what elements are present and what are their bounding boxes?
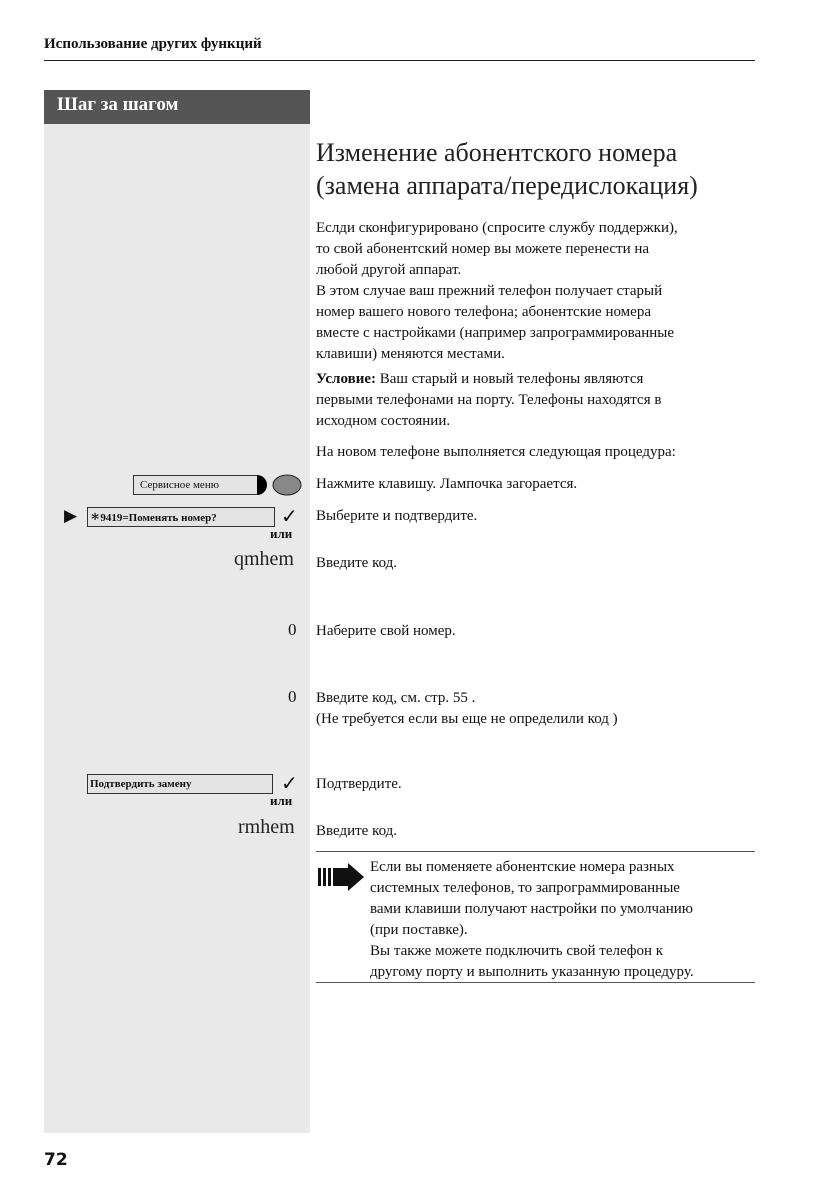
- condition-paragraph: [316, 369, 756, 432]
- code-keypad-entry: qmhem: [234, 548, 294, 570]
- condition-text: Ваш старый и новый телефоны являются: [379, 371, 644, 387]
- keypad-digit-icon: 0: [288, 620, 297, 639]
- or-label: или: [270, 526, 293, 541]
- step-instruction: Введите код, см. стр. 55 .: [316, 690, 476, 706]
- note-top-rule: [316, 851, 755, 852]
- note-bottom-rule: [316, 982, 755, 983]
- condition-line-3: исходном состоянии.: [316, 413, 451, 429]
- procedure-intro: На новом телефоне выполняется следующая процедура:: [316, 444, 676, 460]
- intro-line: вместе с настройками (например запрограммированные: [316, 325, 674, 341]
- step-by-step-title: Шаг за шагом: [57, 94, 179, 115]
- page-title: [316, 136, 698, 202]
- step-instruction: Введите код.: [316, 555, 398, 571]
- intro-line: клавиши) меняются местами.: [316, 346, 505, 362]
- step-instruction: Выберите и подтвердите.: [316, 508, 478, 524]
- key-button-icon: [273, 475, 301, 495]
- section-title: Использование других функций: [44, 36, 262, 52]
- keypad-digit-icon: 0: [288, 687, 297, 706]
- note-line: Если вы поменяете абонентские номера разных: [370, 859, 675, 875]
- checkmark-icon[interactable]: ✓: [281, 773, 298, 795]
- intro-line: В этом случае ваш прежний телефон получает старый: [316, 283, 663, 299]
- step-instruction: Подтвердите.: [316, 776, 402, 792]
- condition-line-2: первыми телефонами на порту. Телефоны находятся в: [316, 392, 662, 408]
- page-number: 72: [44, 1150, 68, 1170]
- step-instruction: Нажмите клавишу. Лампочка загорается.: [316, 476, 578, 492]
- condition-label: Условие:: [316, 371, 376, 387]
- step-sidebar: [44, 90, 310, 1133]
- step-instruction: Введите код.: [316, 823, 398, 839]
- note-line: (при поставке).: [370, 922, 468, 938]
- title-line-1: Изменение абонентского номера: [316, 138, 678, 167]
- scroll-arrow-icon: ▶: [64, 506, 78, 525]
- note-text: [370, 857, 760, 983]
- header-rule: [44, 60, 755, 61]
- or-label: или: [270, 793, 293, 808]
- note-arrow-icon: [318, 862, 366, 892]
- step-instruction: Наберите свой номер.: [316, 623, 456, 639]
- checkmark-icon[interactable]: ✓: [281, 506, 298, 528]
- note-line: другому порту и выполнить указанную процедуру.: [370, 964, 694, 980]
- step-note: (Не требуется если вы еще не определили код ): [316, 711, 618, 727]
- intro-line: Еслди сконфигурировано (спросите службу поддержки),: [316, 220, 678, 236]
- menu-option-text: 9419=Поменять номер?: [100, 512, 217, 524]
- service-menu-display[interactable]: Сервисное меню: [133, 475, 258, 495]
- note-line: вами клавиши получают настройки по умолчанию: [370, 901, 694, 917]
- code-keypad-entry: rmhem: [238, 816, 295, 838]
- condition-line-1: [316, 369, 756, 390]
- service-menu-key-with-lamp[interactable]: [255, 472, 303, 498]
- intro-line: то свой абонентский номер вы можете перенести на: [316, 241, 650, 257]
- note-line: системных телефонов, то запрограммированные: [370, 880, 680, 896]
- intro-line: любой другой аппарат.: [316, 262, 462, 278]
- note-line: Вы также можете подключить свой телефон к: [370, 943, 664, 959]
- confirm-swap-display[interactable]: Подтвердить замену: [87, 774, 273, 794]
- title-line-2: (замена аппарата/передислокация): [316, 171, 698, 200]
- lamp-indicator-icon: [257, 475, 267, 495]
- menu-option-display[interactable]: [87, 507, 275, 527]
- asterisk-icon: ∗: [90, 509, 101, 525]
- intro-line: номер вашего нового телефона; абонентские номера: [316, 304, 651, 320]
- intro-paragraph: [316, 218, 756, 365]
